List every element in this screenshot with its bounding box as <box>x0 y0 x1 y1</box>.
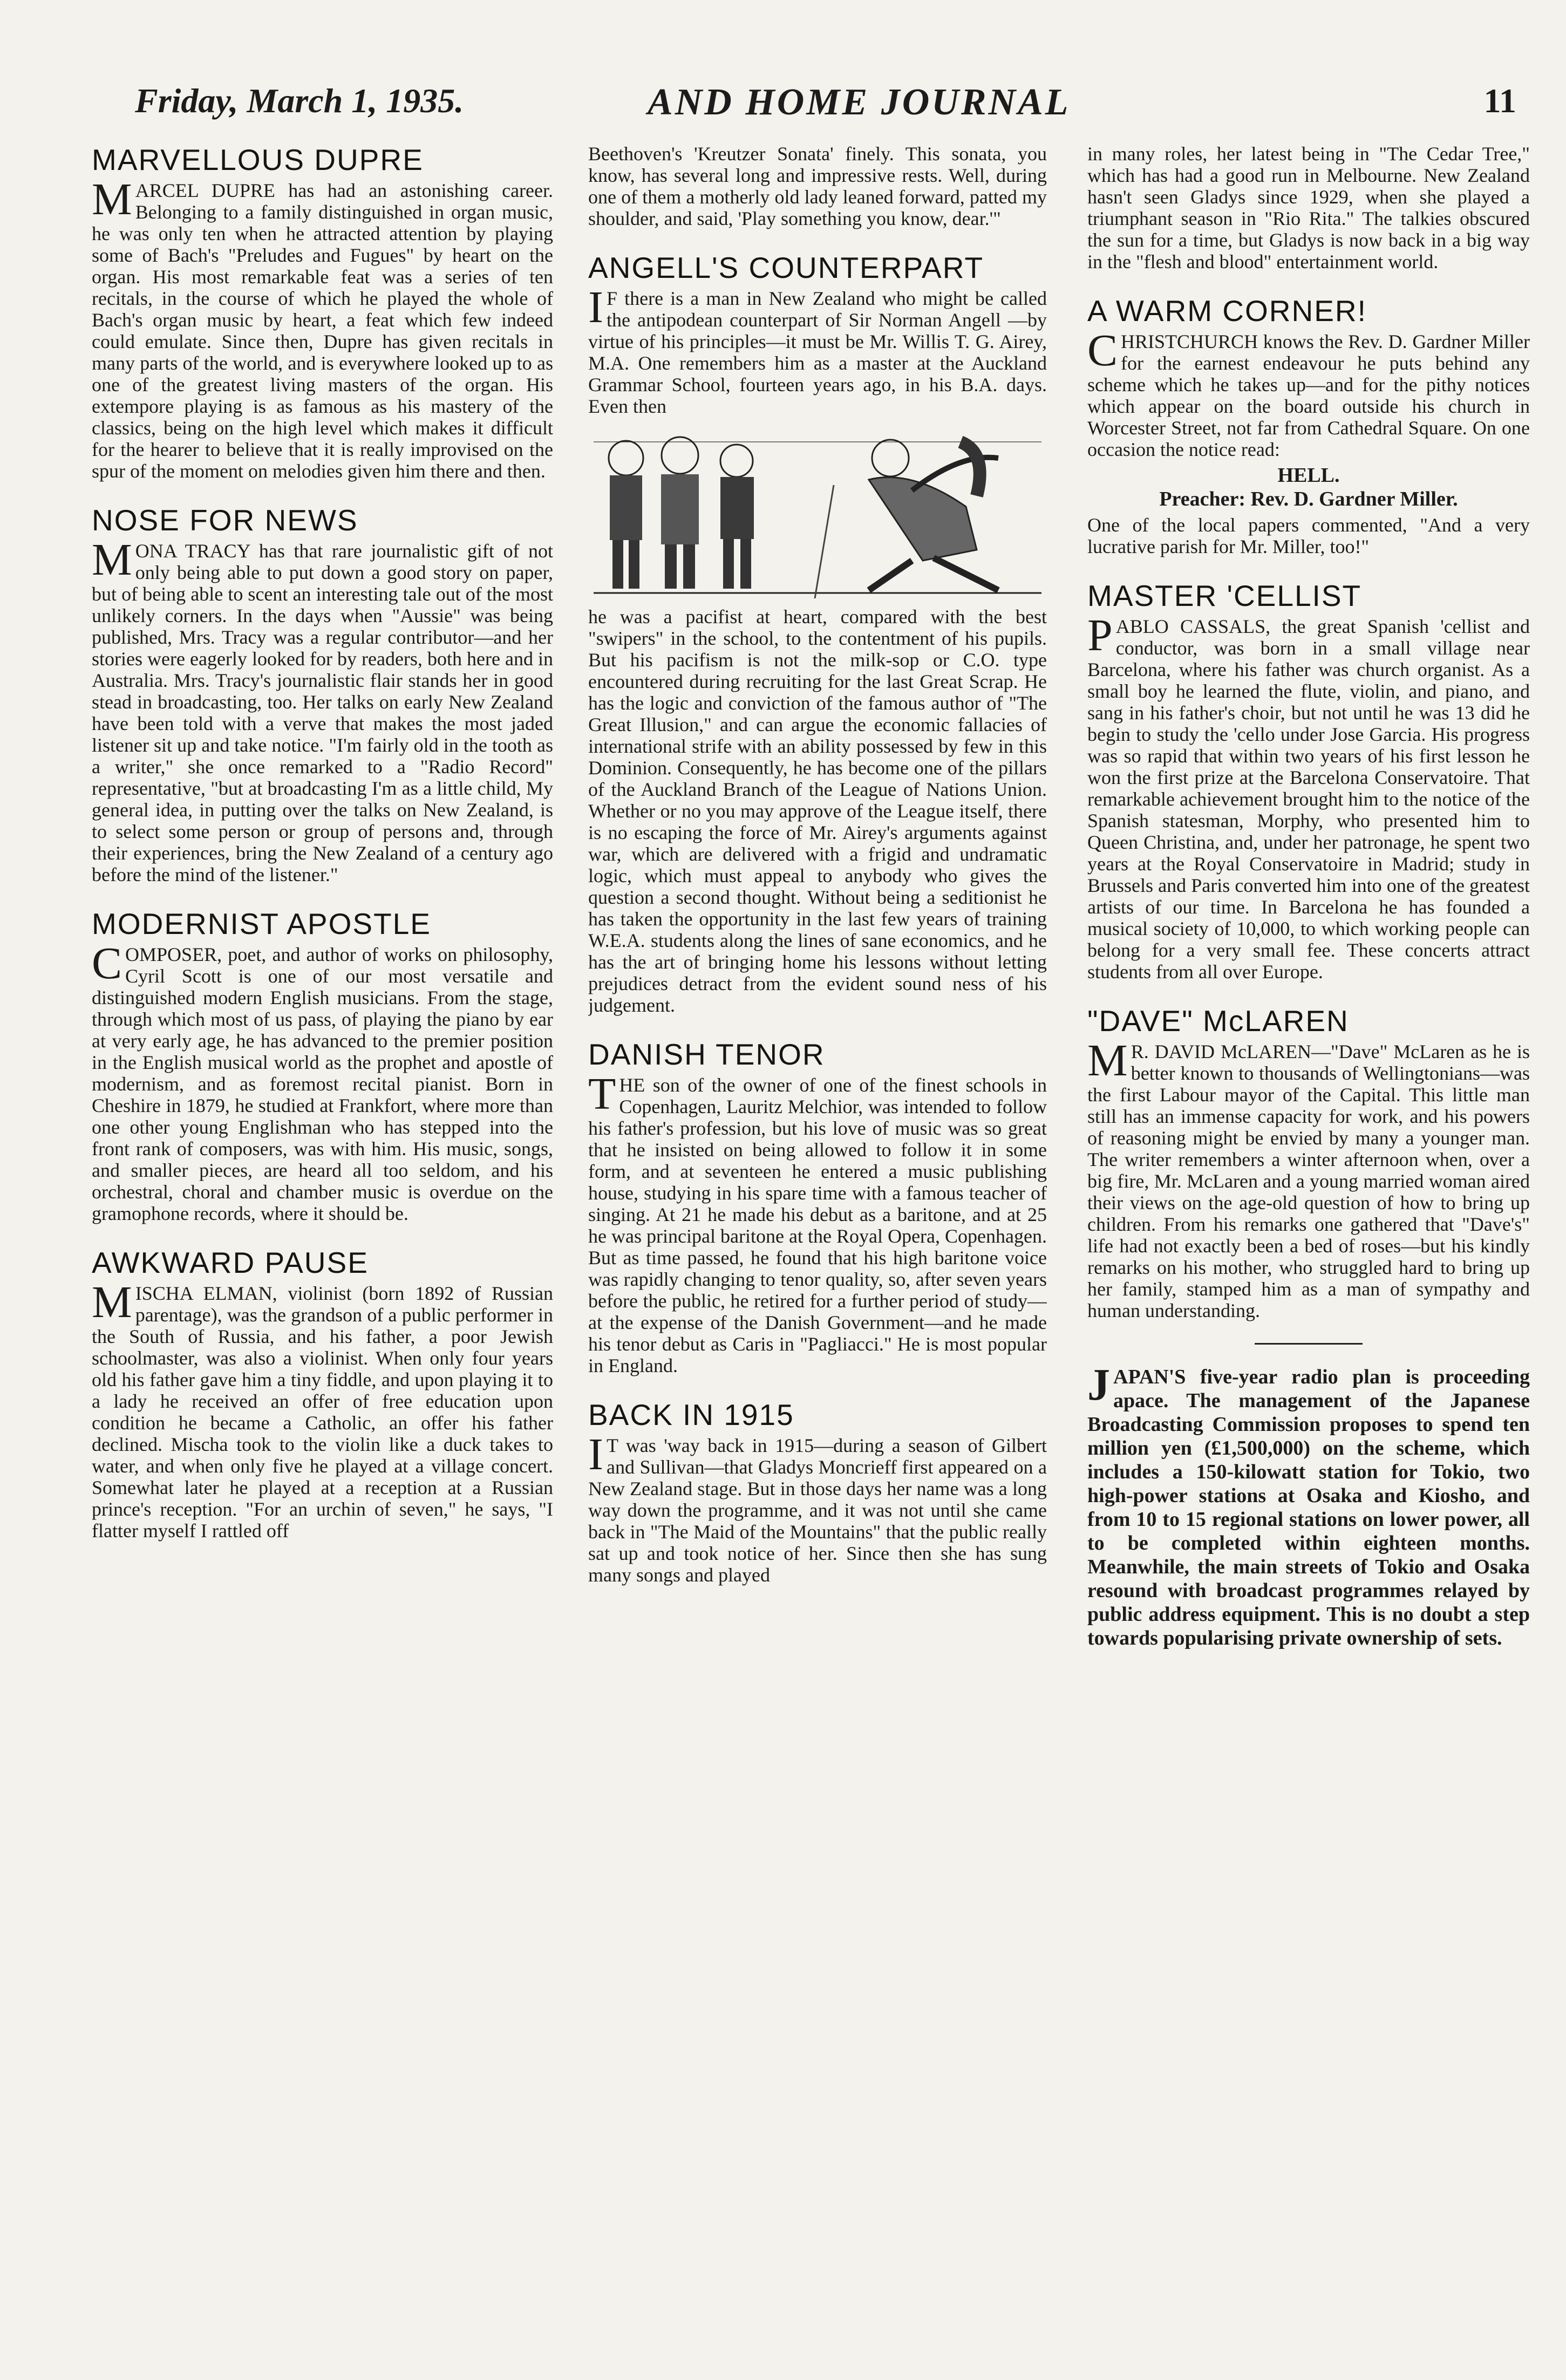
article-awkward-pause <box>92 1246 553 1542</box>
notice-preacher: Preacher: Rev. D. Gardner Miller. <box>1159 488 1458 510</box>
article-body-continued: he was a pacifist at heart, compared with the best "swipers" in the school, to the contentment of his pupils. But his pacifism is not the milk-sop or C.O. type encountered during recruiting for the last Great Scrap. He has the logic and conviction of the famous author of "The Great Illusion," and can argue the economic fallacies of international strife with an ability possessed by few in this Dominion. Consequently, he has become one of the pillars of the Auckland Branch of the League of Nations Union. Whether or no you may approve of the League itself, there is no escaping the force of Mr. Airey's arguments against war, which are delivered with a frigid and undramatic logic, which must appeal to anybody who gives the question a second thought. Without being a seditionist he has taken the opportunity in the last few years of training W.E.A. students along the lines of sane economics, and he has the art of bringing home his lessons without letting prejudices detract from the evident sound ness of his judgement. <box>588 606 1047 1016</box>
page-header <box>135 81 1516 135</box>
drop-cap: M <box>92 535 132 585</box>
drop-cap: P <box>1087 610 1113 660</box>
article-body: MISCHA ELMAN, violinist (born 1892 of Russian parentage), was the grandson of a public performer in the South of Russia, and his father, a poor Jewish schoolmaster, was also a violinist. When only four years old his father gave him a tiny fiddle, and upon playing it to a lady he received an offer of free education upon condition he became a Catholic, an offer his father declined. Mischa took to the violin like a duck takes to water, and when only five he played at a village concert. Somewhat later he played at a reception at a Russian prince's reception. "For an urchin of seven," he says, "I flatter myself I rattled off <box>92 1277 553 1542</box>
drop-cap: J <box>1087 1360 1110 1410</box>
article-body: THE son of the owner of one of the finest schools in Copenhagen, Lauritz Melchior, was intended to follow his father's profession, but his love of music was so great that he insisted on being allowed to follow it in some form, and at seventeen he entered a music publishing house, studying in his spare time with a famous teacher of singing. At 21 he made his debut as a baritone, and at 25 he was principal baritone at the Royal Opera, Copenhagen. But as time passed, he found that his high baritone voice was rapidly changing to tenor quality, so, after seven years before the public, he retired for a further period of study—at the expense of the Danish Government—and he made his tenor debut as Caris in "Pagliacci." He is most popular in England. <box>588 1069 1047 1376</box>
article-back-in-1915 <box>588 1398 1047 1586</box>
article-body: Beethoven's 'Kreutzer Sonata' finely. This sonata, you know, has several long and impressive rests. Well, during one of them a motherly old lady leaned forward, patted my shoulder, and said, 'Play something you know, dear.'" <box>588 143 1047 229</box>
article-headline: NOSE FOR NEWS <box>92 503 358 537</box>
drop-cap: M <box>92 1277 132 1327</box>
drop-cap: C <box>92 938 122 988</box>
cartoon-schoolboys-and-master-icon <box>588 420 1047 598</box>
article-body: MONA TRACY has that rare journalistic gift of not only being able to put down a good story on paper, but of being able to scent an interesting tale out of the most unlikely corners. In the days when "Aussie" was being published, Mrs. Tracy was a regular contributor—and her stories were eagerly looked for by readers, both here and in Australia. Mrs. Tracy's journalistic flair stands her in good stead in broadcasting, too. Her talks on early New Zealand have been told with a verve that makes the most jaded listener sit up and take notice. "I'm fairly old in the tooth as a writer," she once remarked to a "Radio Record" representative, "but at broadcasting I'm as a little child, My general idea, in putting over the talks on New Zealand, is to select some person or group of persons and, through their experiences, bring the New Zealand of a century ago before the mind of the listener." <box>92 535 553 885</box>
article-body: I T was 'way back in 1915—during a season of Gilbert and Sullivan—that Gladys Moncrieff first appeared on a New Zealand stage. But in those days her name was a long way down the programme, and it was not until she came back in "The Maid of the Mountains" that the public really sat up and took notice of her. Since then she has sung many songs and played <box>588 1429 1047 1586</box>
article-continuation-moncrieff <box>1087 143 1530 272</box>
article-danish-tenor <box>588 1038 1047 1376</box>
article-headline: MASTER 'CELLIST <box>1087 579 1362 612</box>
article-headline: A WARM CORNER! <box>1087 294 1367 328</box>
newspaper-title: AND HOME JOURNAL <box>648 81 1071 123</box>
article-body: JAPAN'S five-year radio plan is proceeding apace. The management of the Japanese Broadcasting Commission proposes to spend ten million yen (£1,500,000) on the scheme, which includes a 150-kilowatt station for Tokio, two high-power stations at Osaka and Kiosho, and from 10 to 15 regional stations on lower power, all to be completed within eighteen months. Meanwhile, the main streets of Tokio and Osaka resound with broadcast programmes relayed by public address equipment. This is no doubt a step towards popularising private ownership of sets. <box>1087 1360 1530 1649</box>
article-headline: AWKWARD PAUSE <box>92 1246 369 1279</box>
article-headline: MODERNIST APOSTLE <box>92 907 431 940</box>
drop-cap: M <box>1087 1035 1128 1086</box>
drop-cap: I <box>588 282 603 332</box>
drop-cap: M <box>92 174 132 224</box>
column-2 <box>588 143 1047 2371</box>
issue-date: Friday, March 1, 1935. <box>135 81 464 120</box>
article-warm-corner <box>1087 294 1530 557</box>
drop-cap: C <box>1087 325 1118 376</box>
article-headline: ANGELL'S COUNTERPART <box>588 251 984 284</box>
article-headline: "DAVE" McLAREN <box>1087 1004 1349 1038</box>
article-headline: MARVELLOUS DUPRE <box>92 143 424 176</box>
article-continuation-elman <box>588 143 1047 229</box>
article-body: in many roles, her latest being in "The Cedar Tree," which has had a good run in Melbourne. New Zealand hasn't seen Gladys since 1929, when she played a triumphant season in "Rio Rita." The talkies obscured the sun for a time, but Gladys is now back in a big way in the "flesh and blood" entertainment world. <box>1087 143 1530 272</box>
notice-title: HELL. <box>1277 464 1340 487</box>
article-body: CHRISTCHURCH knows the Rev. D. Gardner Miller for the earnest endeavour he puts behind any scheme which he takes up—and for the pithy notices which appear on the board outside his church in Worcester Street, not far from Cathedral Square. On one occasion the notice read: <box>1087 325 1530 460</box>
column-3 <box>1087 143 1530 2371</box>
article-headline: DANISH TENOR <box>588 1038 825 1071</box>
section-divider <box>1255 1343 1363 1345</box>
drop-cap: I <box>588 1429 603 1479</box>
article-marvellous-dupre <box>92 143 553 482</box>
article-body: MARCEL DUPRE has had an astonishing career. Belonging to a family distinguished in organ music, he was only ten when he attracted attention by playing some of Bach's "Preludes and Fugues" by heart on the organ. His most remarkable feat was a series of ten recitals, in the course of which he played the whole of Bach's organ music by heart, a feat which few indeed could emulate. Since then, Dupre has given recitals in many parts of the world, and is everywhere looked up to as one of the greatest living masters of the organ. His extempore playing is as famous as his mastery of the classics, being on the high level which makes it difficult for the hearer to believe that it is really improvised on the spur of the moment on melodies given him there and then. <box>92 174 553 482</box>
article-body: M R. DAVID McLAREN—"Dave" McLaren as he is better known to thousands of Wellingtonians—was the first Labour mayor of the Capital. This little man still has an immense capacity for work, and his powers of reasoning might be envied by many a younger man. The writer remembers a winter afternoon when, over a big fire, Mr. McLaren and a young married woman aired their views on the age-old question of how to bring up children. From his remarks one gathered that "Dave's" life had not exactly been a bed of roses—but his kindly remarks on his mother, who struggled hard to bring up her family, stamped him as a man of sympathy and human understanding. <box>1087 1035 1530 1321</box>
article-body: I F there is a man in New Zealand who might be called the antipodean counterpart of Sir Norman Angell —by virtue of his principles—it must be Mr. Willis T. G. Airey, M.A. One remembers him as a master at the Auckland Grammar School, fourteen years ago, in his B.A. days. Even then <box>588 282 1047 417</box>
article-master-cellist <box>1087 579 1530 983</box>
article-dave-mclaren <box>1087 1004 1530 1321</box>
article-modernist-apostle <box>92 907 553 1224</box>
article-body: COMPOSER, poet, and author of works on philosophy, Cyril Scott is one of our most versatile and distinguished modern English musicians. From the stage, through which most of us pass, of playing the piano by ear at very early age, he has advanced to the premier position in the English musical world as the prophet and apostle of modernism, and as foremost recital pianist. Born in Cheshire in 1879, he studied at Frankfort, where more than one other young Englishman who has stepped into the front rank of composers, was with him. His music, songs, and smaller pieces, are heard all too seldom, and his orchestral, choral and chamber music is overdue on the gramophone records, where it should be. <box>92 938 553 1224</box>
article-headline: BACK IN 1915 <box>588 1398 794 1431</box>
page-number: 11 <box>1483 81 1516 120</box>
article-body-continued: One of the local papers commented, "And a very lucrative parish for Mr. Miller, too!" <box>1087 514 1530 557</box>
column-1 <box>92 143 553 2371</box>
drop-cap: T <box>588 1069 616 1119</box>
article-angells-counterpart <box>588 251 1047 1016</box>
article-body: PABLO CASSALS, the great Spanish 'cellist and conductor, was born in a small village near Barcelona, where his father was church organist. As a small boy he learned the flute, violin, and piano, and sang in his father's choir, but not until he was 13 did he begin to study the 'cello under Jose Garcia. His progress was so rapid that within two years of his first lesson he won the first prize at the Barcelona Conservatoire. That remarkable achievement brought him to the notice of the Spanish statesman, Morphy, who presented him to Queen Christina, and, under her patronage, he spent two years at the Royal Conservatoire in Madrid; study in Brussels and Paris converted him into one of the greatest artists of our time. In Barcelona he has founded a musical society of 10,000, to which working people can belong for a very small fee. These concerts attract students from all over Europe. <box>1087 610 1530 983</box>
article-nose-for-news <box>92 503 553 885</box>
article-japan-radio-plan <box>1087 1360 1530 1650</box>
